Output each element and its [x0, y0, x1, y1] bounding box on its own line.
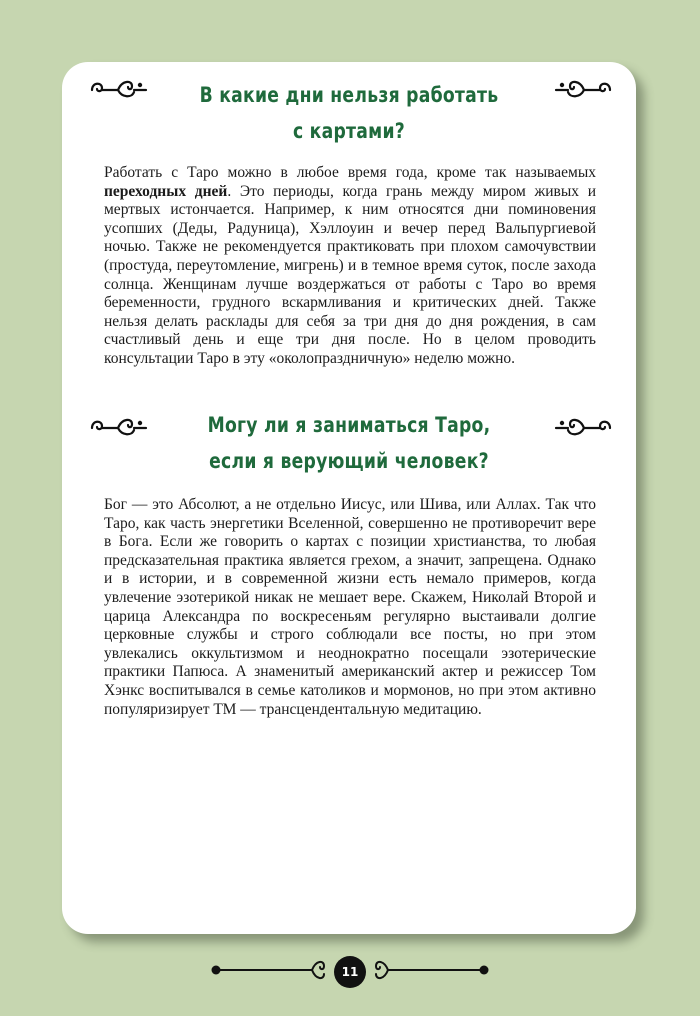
- section-heading: [114, 80, 585, 146]
- heading-line: если я верующий человек?: [209, 449, 489, 473]
- heading-line: Могу ли я заниматься Таро,: [207, 413, 491, 437]
- body-paragraph: [104, 164, 596, 369]
- paragraph-text: Работать с Таро можно в любое время года, кроме так называемых: [104, 164, 596, 181]
- body-paragraph: Бог — это Абсолют, а не отдельно Иисус, или Шива, или Аллах. Так что Таро, как часть энергетики Вселенной, совершенно не противоречит вере в Бога. Если же говорить о картах с позиции христианства, то любая предсказательная практика является грехом, а значит, запрещена. Однако и в истории, и в современной жизни есть немало примеров, когда увлечение эзотерикой никак не мешает вере. Скажем, Николай Второй и царица Александра по воскресеньям регулярно выстаивали долгие церковные службы и строго соблюдали все посты, но при этом увлекались оккультизмом и неоднократно посещали эзотерические практики Папюса. А знаменитый американский актер и режиссер Том Хэнкс воспитывался в семье католиков и мормонов, но при этом активно популяризирует ТМ — трансцендентальную медитацию.: [104, 496, 596, 718]
- heading-line: с картами?: [292, 119, 406, 143]
- section-heading: [114, 410, 585, 476]
- page-number: 11: [334, 956, 366, 988]
- paragraph-text: . Это периоды, когда грань между миром живых и мертвых истончается. Например, к ним относятся дни поминовения усопших (Деды, Радуница), Хэллоуин и вечер перед Вальпургиевой ночью. Также не рекомендуется практиковать при плохом самочувствии (простуда, переутомление, мигрень) и в темное время суток, после захода солнца. Женщинам лучше воздержаться от работы с Таро во время беременности, грудного вскармливания и критических дней. Также нельзя делать расклады для себя за три дня до дня рождения, в сам счастливый день и еще три дня после. Но в целом проводить консультации Таро в эту «околопраздничную» неделю можно.: [104, 182, 596, 367]
- bold-term: переходных дней: [104, 182, 228, 200]
- heading-line: В какие дни нельзя работать: [199, 83, 499, 107]
